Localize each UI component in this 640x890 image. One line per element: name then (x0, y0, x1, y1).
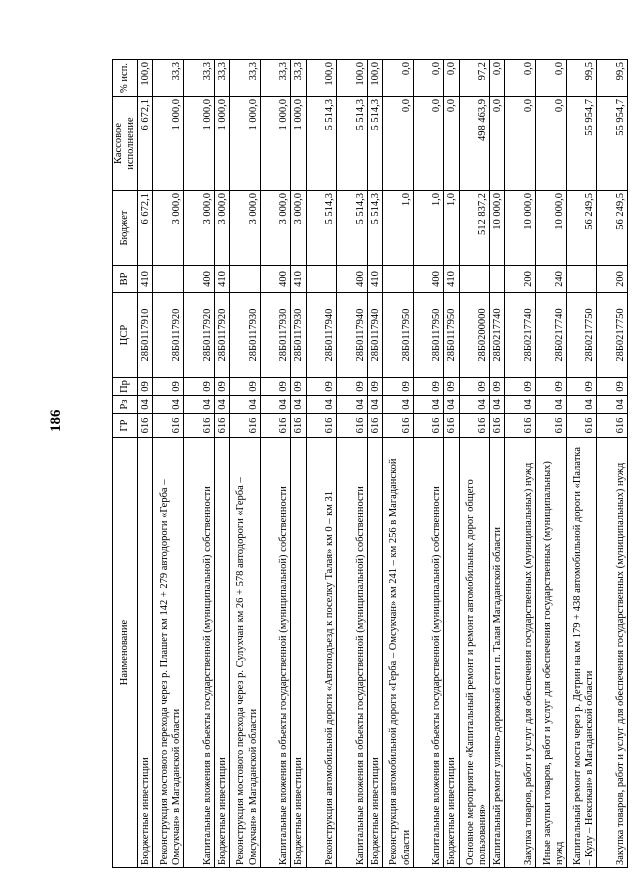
header-cash-line1: Кассовое (113, 122, 124, 165)
row-csr: 28Б0117930 (230, 293, 261, 378)
table-row (597, 60, 628, 868)
row-gr: 616 (306, 414, 337, 438)
table-body (138, 60, 628, 868)
row-csr: 28Б0117950 (413, 293, 444, 378)
table-row (536, 60, 567, 868)
row-budget: 3 000,0 (184, 191, 215, 266)
row-csr: 28Б0117940 (337, 293, 368, 378)
row-rz: 04 (230, 396, 261, 414)
row-percent: 0,0 (505, 60, 536, 97)
header-percent: % исп. (113, 60, 138, 97)
row-gr: 616 (153, 414, 184, 438)
row-vr: 200 (597, 266, 628, 293)
table-row (230, 60, 261, 868)
row-rz: 04 (413, 396, 444, 414)
row-percent: 0,0 (413, 60, 444, 97)
row-vr: 400 (413, 266, 444, 293)
row-rz: 04 (490, 396, 505, 414)
row-vr (383, 266, 414, 293)
row-budget: 3 000,0 (153, 191, 184, 266)
row-cash-execution: 498 463,9 (459, 97, 490, 191)
row-percent: 0,0 (444, 60, 459, 97)
row-percent: 33,3 (230, 60, 261, 97)
row-budget: 5 514,3 (337, 191, 368, 266)
row-budget: 5 514,3 (306, 191, 337, 266)
row-gr: 616 (444, 414, 459, 438)
row-percent: 100,0 (367, 60, 382, 97)
row-percent: 33,3 (153, 60, 184, 97)
row-name: Капитальный ремонт моста через р. Детрин на км 179 + 438 автомобильной дороги «Палатка – Кулу – Нексикан» в Магаданской области (566, 438, 597, 868)
row-budget: 3 000,0 (260, 191, 291, 266)
row-name: Закупка товаров, работ и услуг для обеспечения государственных (муниципальных) нужд (505, 438, 536, 868)
row-name: Капитальные вложения в объекты государственной (муниципальной) собственности (337, 438, 368, 868)
row-pr: 09 (413, 378, 444, 396)
row-pr: 09 (597, 378, 628, 396)
row-name: Закупка товаров, работ и услуг для обеспечения государственных (муниципальных) нужд (597, 438, 628, 868)
table-row (566, 60, 597, 868)
row-csr: 28Б0117920 (184, 293, 215, 378)
row-csr: 28Б0217750 (566, 293, 597, 378)
row-csr: 28Б0117930 (260, 293, 291, 378)
row-gr: 616 (337, 414, 368, 438)
budget-execution-table (112, 59, 628, 868)
row-gr: 616 (505, 414, 536, 438)
row-budget: 3 000,0 (291, 191, 306, 266)
row-rz: 04 (444, 396, 459, 414)
row-name: Бюджетные инвестиции (367, 438, 382, 868)
row-vr: 410 (138, 266, 153, 293)
row-budget: 3 000,0 (214, 191, 229, 266)
row-vr: 410 (444, 266, 459, 293)
row-budget: 512 837,2 (459, 191, 490, 266)
table-row (444, 60, 459, 868)
row-vr (153, 266, 184, 293)
row-gr: 616 (459, 414, 490, 438)
table-row (490, 60, 505, 868)
page-number: 186 (48, 409, 64, 432)
row-rz: 04 (260, 396, 291, 414)
table-row (367, 60, 382, 868)
row-gr: 616 (566, 414, 597, 438)
header-cash-line2: исполнение (125, 117, 137, 170)
row-csr: 28Б0117950 (383, 293, 414, 378)
row-vr: 240 (536, 266, 567, 293)
row-vr (306, 266, 337, 293)
row-rz: 04 (367, 396, 382, 414)
table-row (459, 60, 490, 868)
table-row (260, 60, 291, 868)
header-gr: ГР (113, 414, 138, 438)
table-row (184, 60, 215, 868)
table-row (291, 60, 306, 868)
row-pr: 09 (214, 378, 229, 396)
table-row (337, 60, 368, 868)
row-rz: 04 (383, 396, 414, 414)
row-cash-execution: 1 000,0 (260, 97, 291, 191)
row-gr: 616 (536, 414, 567, 438)
row-csr: 28Б0117930 (291, 293, 306, 378)
header-csr: ЦСР (113, 293, 138, 378)
row-percent: 0,0 (536, 60, 567, 97)
row-rz: 04 (459, 396, 490, 414)
row-csr: 28Б0217740 (490, 293, 505, 378)
row-pr: 09 (367, 378, 382, 396)
row-budget: 56 249,5 (597, 191, 628, 266)
row-rz: 04 (505, 396, 536, 414)
row-cash-execution: 6 672,1 (138, 97, 153, 191)
row-cash-execution: 5 514,3 (337, 97, 368, 191)
row-cash-execution: 55 954,7 (597, 97, 628, 191)
row-name: Бюджетные инвестиции (138, 438, 153, 868)
row-gr: 616 (291, 414, 306, 438)
row-vr: 400 (184, 266, 215, 293)
row-gr: 616 (597, 414, 628, 438)
row-pr: 09 (138, 378, 153, 396)
row-vr (459, 266, 490, 293)
row-cash-execution: 1 000,0 (291, 97, 306, 191)
row-percent: 100,0 (306, 60, 337, 97)
row-percent: 33,3 (260, 60, 291, 97)
row-rz: 04 (536, 396, 567, 414)
row-pr: 09 (566, 378, 597, 396)
header-name: Наименование (113, 438, 138, 868)
table-row (413, 60, 444, 868)
row-vr: 410 (367, 266, 382, 293)
row-rz: 04 (566, 396, 597, 414)
row-vr (566, 266, 597, 293)
row-gr: 616 (214, 414, 229, 438)
row-budget: 56 249,5 (566, 191, 597, 266)
header-pr: Пр (113, 378, 138, 396)
row-budget: 1,0 (413, 191, 444, 266)
row-vr: 400 (337, 266, 368, 293)
row-gr: 616 (413, 414, 444, 438)
row-vr: 410 (291, 266, 306, 293)
row-name: Иные закупки товаров, работ и услуг для обеспечения государственных (муниципальных) нужд (536, 438, 567, 868)
row-cash-execution: 0,0 (444, 97, 459, 191)
row-budget: 5 514,3 (367, 191, 382, 266)
row-name: Капитальные вложения в объекты государственной (муниципальной) собственности (260, 438, 291, 868)
table-row (138, 60, 153, 868)
row-cash-execution: 0,0 (413, 97, 444, 191)
row-pr: 09 (184, 378, 215, 396)
row-vr: 400 (260, 266, 291, 293)
header-vr: ВР (113, 266, 138, 293)
header-rz: Рз (113, 396, 138, 414)
row-pr: 09 (306, 378, 337, 396)
row-name: Реконструкция автомобильной дороги «Автоподъезд к поселку Талая» км 0 – км 31 (306, 438, 337, 868)
row-percent: 33,3 (214, 60, 229, 97)
table-row (214, 60, 229, 868)
row-gr: 616 (260, 414, 291, 438)
row-gr: 616 (184, 414, 215, 438)
table-row (306, 60, 337, 868)
row-percent: 99,5 (566, 60, 597, 97)
row-pr: 09 (536, 378, 567, 396)
row-rz: 04 (291, 396, 306, 414)
row-name: Капитальный ремонт улично-дорожной сети п. Талая Магаданской области (490, 438, 505, 868)
row-cash-execution: 0,0 (383, 97, 414, 191)
row-csr: 28Б0117910 (138, 293, 153, 378)
row-pr: 09 (230, 378, 261, 396)
table-header-row (113, 60, 138, 868)
row-cash-execution: 5 514,3 (306, 97, 337, 191)
row-pr: 09 (291, 378, 306, 396)
table-row (153, 60, 184, 868)
row-percent: 0,0 (490, 60, 505, 97)
row-name: Бюджетные инвестиции (214, 438, 229, 868)
row-gr: 616 (138, 414, 153, 438)
row-pr: 09 (153, 378, 184, 396)
row-percent: 99,5 (597, 60, 628, 97)
row-rz: 04 (597, 396, 628, 414)
row-name: Капитальные вложения в объекты государственной (муниципальной) собственности (413, 438, 444, 868)
row-budget: 10 000,0 (536, 191, 567, 266)
row-cash-execution: 1 000,0 (184, 97, 215, 191)
row-csr: 28Б0117920 (153, 293, 184, 378)
row-rz: 04 (214, 396, 229, 414)
rotated-table-wrapper (112, 60, 628, 868)
row-rz: 04 (337, 396, 368, 414)
row-gr: 616 (367, 414, 382, 438)
row-percent: 33,3 (291, 60, 306, 97)
row-budget: 10 000,0 (490, 191, 505, 266)
row-csr: 28Б0217740 (505, 293, 536, 378)
row-budget: 10 000,0 (505, 191, 536, 266)
header-budget: Бюджет (113, 191, 138, 266)
row-pr: 09 (383, 378, 414, 396)
row-vr: 200 (505, 266, 536, 293)
row-vr (230, 266, 261, 293)
row-gr: 616 (490, 414, 505, 438)
row-cash-execution: 5 514,3 (367, 97, 382, 191)
row-rz: 04 (153, 396, 184, 414)
row-rz: 04 (306, 396, 337, 414)
row-budget: 1,0 (444, 191, 459, 266)
row-percent: 33,3 (184, 60, 215, 97)
row-csr: 28Б0117950 (444, 293, 459, 378)
table-row (383, 60, 414, 868)
row-pr: 09 (260, 378, 291, 396)
row-csr: 28Б0217750 (597, 293, 628, 378)
row-name: Бюджетные инвестиции (291, 438, 306, 868)
row-pr: 09 (505, 378, 536, 396)
row-pr: 09 (337, 378, 368, 396)
row-name: Капитальные вложения в объекты государственной (муниципальной) собственности (184, 438, 215, 868)
row-cash-execution: 1 000,0 (230, 97, 261, 191)
row-budget: 3 000,0 (230, 191, 261, 266)
row-cash-execution: 55 954,7 (566, 97, 597, 191)
row-gr: 616 (383, 414, 414, 438)
table-row (505, 60, 536, 868)
row-csr: 28Б0200000 (459, 293, 490, 378)
row-percent: 97,2 (459, 60, 490, 97)
row-percent: 100,0 (138, 60, 153, 97)
row-pr: 09 (459, 378, 490, 396)
row-budget: 1,0 (383, 191, 414, 266)
row-gr: 616 (230, 414, 261, 438)
row-vr: 410 (214, 266, 229, 293)
row-vr (490, 266, 505, 293)
row-rz: 04 (184, 396, 215, 414)
row-csr: 28Б0117940 (306, 293, 337, 378)
row-percent: 0,0 (383, 60, 414, 97)
row-cash-execution: 0,0 (536, 97, 567, 191)
row-name: Основное мероприятие «Капитальный ремонт и ремонт автомобильных дорог общего пользования» (459, 438, 490, 868)
row-cash-execution: 1 000,0 (153, 97, 184, 191)
row-name: Реконструкция мостового перехода через р. Плашет км 142 + 279 автодороги «Герба – Омсукчан» в Магаданской области (153, 438, 184, 868)
row-name: Реконструкция мостового перехода через р. Сулухчан км 26 + 578 автодороги «Герба – Омсукчан» в Магаданской области (230, 438, 261, 868)
row-cash-execution: 1 000,0 (214, 97, 229, 191)
row-pr: 09 (444, 378, 459, 396)
row-cash-execution: 0,0 (490, 97, 505, 191)
row-csr: 28Б0117920 (214, 293, 229, 378)
row-budget: 6 672,1 (138, 191, 153, 266)
row-csr: 28Б0217740 (536, 293, 567, 378)
row-name: Бюджетные инвестиции (444, 438, 459, 868)
row-name: Реконструкция автомобильной дороги «Герба – Омсукчан» км 241 – км 256 в Магаданской области (383, 438, 414, 868)
row-cash-execution: 0,0 (505, 97, 536, 191)
header-cash-execution (113, 97, 138, 191)
row-csr: 28Б0117940 (367, 293, 382, 378)
row-pr: 09 (490, 378, 505, 396)
row-rz: 04 (138, 396, 153, 414)
row-percent: 100,0 (337, 60, 368, 97)
